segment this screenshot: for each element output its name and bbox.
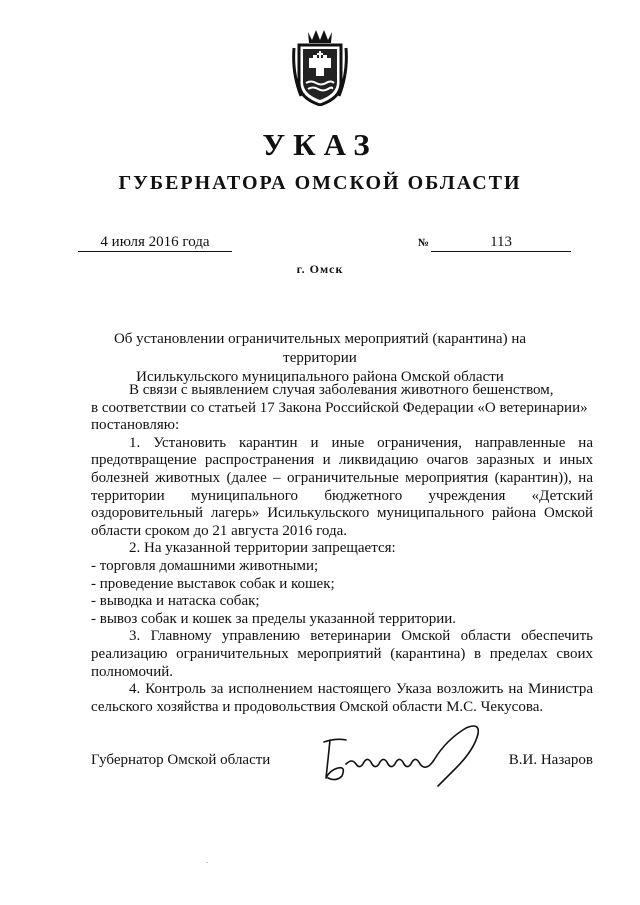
document-body — [91, 382, 593, 716]
handwritten-signature-icon — [316, 720, 492, 790]
intro-line-1: В связи с выявлением случая заболевания животного бешенством, — [129, 382, 554, 398]
intro-line-2: в соответствии со статьей 17 Закона Российской Федерации «О ветеринарии» — [91, 399, 588, 416]
document-number — [418, 233, 571, 252]
list-item: - выводка и натаска собак; — [91, 593, 260, 610]
heading-line-2: Исилькульского муниципального района Омской области — [136, 369, 504, 385]
paragraph-1: 1. Установить карантин и иные ограничения, направленные на предотвращение распространения и ликвидацию очагов заразных и иных болезней животных (далее – ограничительные мероприятия (карантин)), на территории муниципального бюджетного учреждения «Детский оздоровительный лагерь» Исилькульского муниципального района Омской области сроком до 21 августа 2016 года. — [91, 434, 593, 539]
list-item: - вывоз собак и кошек за пределы указанной территории. — [91, 610, 457, 627]
document-subtitle: ГУБЕРНАТОРА ОМСКОЙ ОБЛАСТИ — [118, 172, 522, 194]
document-heading — [90, 330, 550, 387]
paragraph-3: 3. Главному управлению ветеринарии Омской области обеспечить реализацию ограничительных мероприятий (карантина) в пределах своих полномочий. — [91, 628, 593, 680]
omsk-region-coat-of-arms-icon — [291, 28, 349, 106]
number-sign: № — [418, 237, 430, 249]
list-item: - проведение выставок собак и кошек; — [91, 575, 335, 592]
scan-speck — [206, 862, 208, 863]
intro-line-3: постановляю: — [91, 417, 180, 434]
list-item: - торговля домашними животными; — [91, 557, 319, 574]
document-title: УКАЗ — [262, 127, 378, 162]
paragraph-4: 4. Контроль за исполнением настоящего Указа возложить на Министра сельского хозяйства и продовольствия Омской области М.С. Чекусова. — [91, 681, 593, 715]
signatory-position: Губернатор Омской области — [91, 752, 271, 768]
heading-line-1: Об установлении ограничительных мероприятий (карантина) на территории — [113, 331, 527, 366]
signatory-name: В.И. Назаров — [508, 752, 593, 768]
document-date: 4 июля 2016 года — [78, 233, 232, 252]
city-label: г. Омск — [296, 262, 344, 276]
paragraph-2: 2. На указанной территории запрещается: — [129, 540, 396, 557]
number-value: 113 — [431, 233, 571, 252]
